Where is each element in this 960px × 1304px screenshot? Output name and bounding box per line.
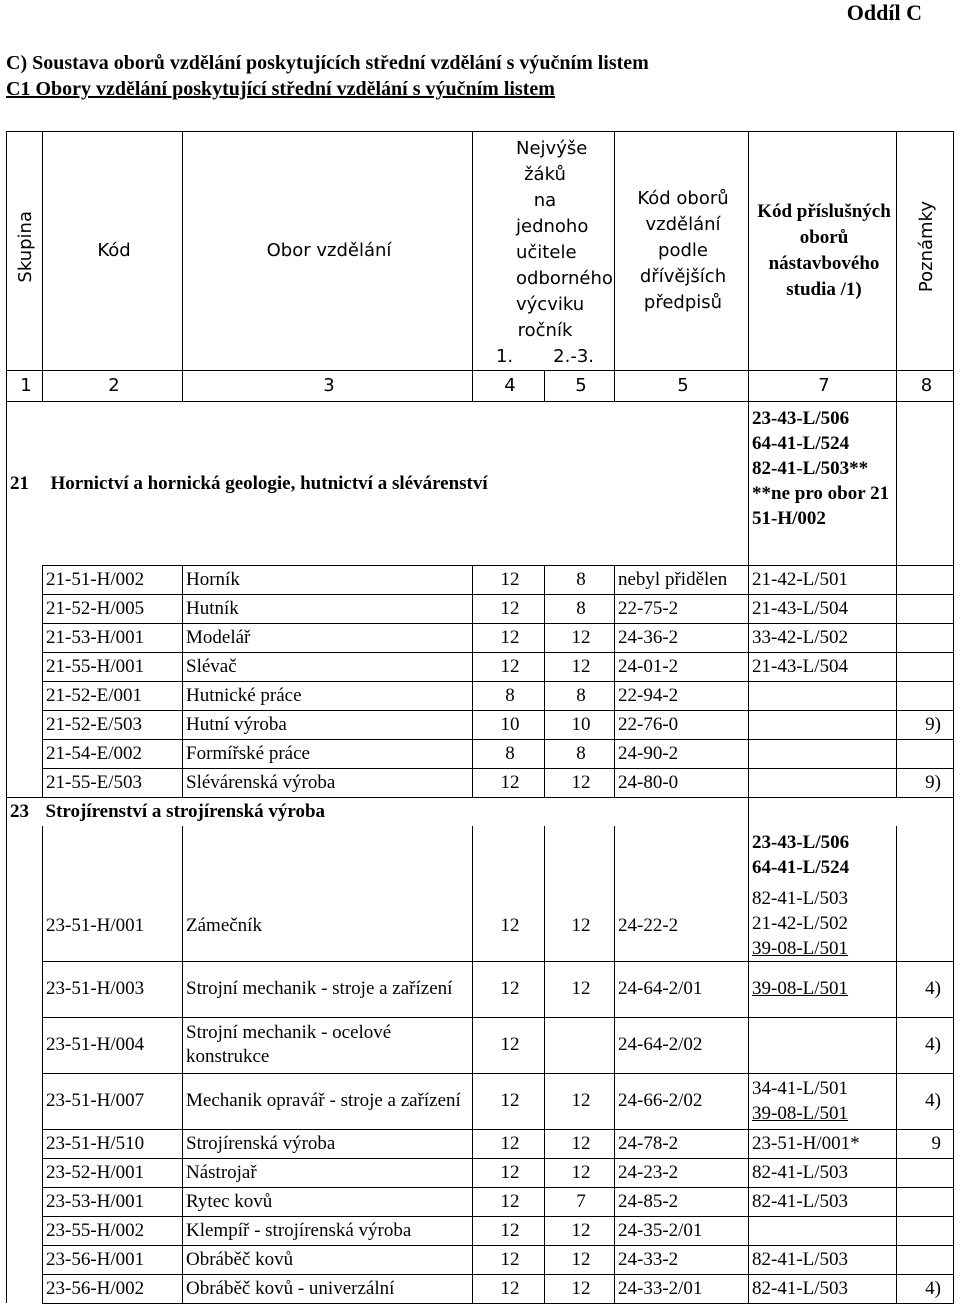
skupina-cell	[7, 1274, 43, 1303]
poznamky-cell	[897, 595, 954, 624]
rocnik23-cell: 12	[545, 961, 615, 1017]
table-row	[7, 769, 954, 798]
old-code-cell: 24-64-2/01	[615, 961, 749, 1017]
table-row	[7, 1073, 954, 1129]
poznamky-cell	[897, 1187, 954, 1216]
header-nejvyse: Nejvýše žáků na jednoho učitele odborného výcviku ročník 1. 2.-3.	[473, 132, 615, 371]
nastavbove-code: 23-43-L/506	[752, 408, 850, 429]
header-row	[7, 132, 954, 371]
kod-cell: 21-52-E/503	[43, 711, 183, 740]
nastavbove-code: 64-41-L/524	[752, 856, 850, 878]
rocnik1-cell: 12	[473, 595, 545, 624]
rocnik23-cell: 12	[545, 1216, 615, 1245]
poznamky-cell	[897, 826, 954, 962]
header-skupina: Skupina	[7, 132, 43, 371]
nastavbove-cell: 82-41-L/503	[749, 1245, 897, 1274]
group-title: Hornictví a hornická geologie, hutnictví a slévárenství	[50, 472, 488, 494]
rocnik1-cell: 12	[473, 1245, 545, 1274]
poznamky-cell: 4)	[897, 1017, 954, 1073]
section-label: Oddíl C	[846, 0, 922, 25]
table-row	[7, 682, 954, 711]
old-code-cell: 22-76-0	[615, 711, 749, 740]
rocnik1-cell: 12	[473, 1017, 545, 1073]
nastavbove-cell	[749, 711, 897, 740]
kod-cell: 23-56-H/002	[43, 1274, 183, 1303]
kod-cell: 23-53-H/001	[43, 1187, 183, 1216]
nastavbove-cell: 33-42-L/502	[749, 624, 897, 653]
nastavbove-cell	[749, 682, 897, 711]
kod-cell: 21-55-H/001	[43, 653, 183, 682]
rocnik23-cell: 12	[545, 769, 615, 798]
old-code-cell: 24-01-2	[615, 653, 749, 682]
table-row	[7, 961, 954, 1017]
old-code-cell: 24-22-2	[615, 826, 749, 962]
poznamky-cell: 4)	[897, 961, 954, 1017]
table-row	[7, 1187, 954, 1216]
nastavbove-cell	[749, 1216, 897, 1245]
rocnik1-cell: 12	[473, 1274, 545, 1303]
rocnik23-cell: 12	[545, 1274, 615, 1303]
obor-cell: Nástrojař	[183, 1158, 473, 1187]
nastavbove-code: 39-08-L/501	[752, 1103, 849, 1124]
rocnik1-cell: 12	[473, 1216, 545, 1245]
table-row	[7, 1245, 954, 1274]
rocnik1-cell: 12	[473, 566, 545, 595]
kod-cell: 21-55-E/503	[43, 769, 183, 798]
skupina-cell	[7, 566, 43, 595]
old-code-cell: 22-94-2	[615, 682, 749, 711]
column-number: 4	[473, 371, 545, 402]
group-row-23	[7, 798, 954, 826]
skupina-cell	[7, 1017, 43, 1073]
obor-cell: Mechanik opravář - stroje a zařízení	[183, 1073, 473, 1129]
obor-cell: Strojní mechanik - ocelové konstrukce	[183, 1017, 473, 1073]
rocnik23-cell: 7	[545, 1187, 615, 1216]
rocnik1-cell: 12	[473, 1158, 545, 1187]
skupina-cell	[7, 1129, 43, 1158]
rocnik1-cell: 12	[473, 769, 545, 798]
kod-cell: 23-51-H/004	[43, 1017, 183, 1073]
nastavbove-cell: 21-43-L/504	[749, 653, 897, 682]
obor-cell: Hutník	[183, 595, 473, 624]
rocnik1-cell: 12	[473, 624, 545, 653]
poznamky-cell: 9)	[897, 711, 954, 740]
obor-cell: Klempíř - strojírenská výroba	[183, 1216, 473, 1245]
poznamky-cell	[897, 1216, 954, 1245]
nastavbove-code: **ne pro obor 21	[752, 483, 890, 504]
nastavbove-cell: 21-43-L/504	[749, 595, 897, 624]
table-row	[7, 711, 954, 740]
rocnik1-cell: 12	[473, 1073, 545, 1129]
old-code-cell: 24-35-2/01	[615, 1216, 749, 1245]
nastavbove-cell: 23-51-H/001*	[749, 1129, 897, 1158]
rocnik23-cell: 12	[545, 1129, 615, 1158]
rocnik23-cell: 8	[545, 682, 615, 711]
skupina-cell	[7, 1073, 43, 1129]
kod-cell: 21-52-H/005	[43, 595, 183, 624]
nastavbove-cell	[749, 740, 897, 769]
group-nastavbove-codes	[749, 402, 897, 566]
nastavbove-code: 82-41-L/503**	[752, 458, 869, 479]
rocnik1-cell: 12	[473, 1129, 545, 1158]
column-number: 5	[615, 371, 749, 402]
kod-cell: 23-51-H/001	[43, 826, 183, 962]
column-number: 8	[897, 371, 954, 402]
group-number: 23	[7, 798, 43, 826]
nastavbove-cell: 82-41-L/503	[749, 1274, 897, 1303]
column-number: 3	[183, 371, 473, 402]
group-row-21	[7, 402, 954, 566]
column-number: 1	[7, 371, 43, 402]
nastavbove-cell: 82-41-L/503	[749, 1158, 897, 1187]
rocnik23-cell: 12	[545, 1158, 615, 1187]
table-row	[7, 566, 954, 595]
header-kod-nastavbove: Kód příslušných oborů nástavbového studia /1)	[749, 132, 897, 371]
kod-cell: 23-56-H/001	[43, 1245, 183, 1274]
nastavbove-code: 23-43-L/506	[752, 831, 850, 853]
nastavbove-code: 51-H/002	[752, 508, 826, 529]
table-row	[7, 595, 954, 624]
nastavbove-code: 39-08-L/501	[752, 978, 849, 999]
rocnik1-cell: 12	[473, 653, 545, 682]
header-kod-podle: Kód oborů vzdělání podle dřívějších předpisů	[615, 132, 749, 371]
old-code-cell: 24-85-2	[615, 1187, 749, 1216]
skupina-cell	[7, 1187, 43, 1216]
skupina-cell	[7, 740, 43, 769]
nastavbove-code: 34-41-L/501	[752, 1078, 849, 1099]
header-rocnik-2-3: 2.-3.	[553, 346, 594, 367]
rocnik23-cell: 12	[545, 1073, 615, 1129]
rocnik23-cell: 12	[545, 653, 615, 682]
skupina-cell	[7, 624, 43, 653]
rocnik1-cell: 8	[473, 682, 545, 711]
rocnik1-cell: 10	[473, 711, 545, 740]
nastavbove-cell: 82-41-L/503	[749, 1187, 897, 1216]
kod-cell: 21-52-E/001	[43, 682, 183, 711]
table-row	[7, 740, 954, 769]
nastavbove-cell	[749, 961, 897, 1017]
kod-cell: 21-53-H/001	[43, 624, 183, 653]
obor-cell: Strojírenská výroba	[183, 1129, 473, 1158]
rocnik23-cell: 10	[545, 711, 615, 740]
table-row	[7, 1274, 954, 1303]
document-subheading: C1 Obory vzdělání poskytující střední vzdělání s výučním listem	[6, 78, 555, 100]
skupina-cell	[7, 1158, 43, 1187]
nastavbove-cell	[749, 769, 897, 798]
column-number-row	[7, 371, 954, 402]
skupina-cell	[7, 653, 43, 682]
nastavbove-cell	[749, 1073, 897, 1129]
skupina-cell	[7, 826, 43, 962]
table-row	[7, 624, 954, 653]
obor-cell: Slévárenská výroba	[183, 769, 473, 798]
header-rocnik-1: 1.	[495, 346, 514, 367]
obor-cell: Hutní výroba	[183, 711, 473, 740]
group-title: Strojírenství a strojírenská výroba	[43, 798, 749, 826]
old-code-cell: 24-66-2/02	[615, 1073, 749, 1129]
obor-cell: Strojní mechanik - stroje a zařízení	[183, 961, 473, 1017]
kod-cell: 23-55-H/002	[43, 1216, 183, 1245]
poznamky-cell	[897, 798, 954, 826]
kod-cell: 21-54-E/002	[43, 740, 183, 769]
rocnik23-cell: 8	[545, 566, 615, 595]
poznamky-cell	[897, 566, 954, 595]
obor-cell: Zámečník	[183, 826, 473, 962]
header-obor: Obor vzdělání	[183, 132, 473, 371]
table-row	[7, 826, 954, 962]
nastavbove-cell	[749, 826, 897, 962]
rocnik23-cell: 12	[545, 1245, 615, 1274]
poznamky-cell: 9)	[897, 769, 954, 798]
rocnik23-cell: 12	[545, 624, 615, 653]
skupina-cell	[7, 769, 43, 798]
table-row	[7, 1158, 954, 1187]
obory-table	[6, 131, 954, 1304]
nastavbove-code: 82-41-L/503	[752, 887, 849, 909]
old-code-cell: nebyl přidělen	[615, 566, 749, 595]
skupina-cell	[7, 1216, 43, 1245]
rocnik23-cell	[545, 1017, 615, 1073]
obor-cell: Rytec kovů	[183, 1187, 473, 1216]
rocnik23-cell: 8	[545, 595, 615, 624]
obor-cell: Formířské práce	[183, 740, 473, 769]
old-code-cell: 22-75-2	[615, 595, 749, 624]
obor-cell: Horník	[183, 566, 473, 595]
kod-cell: 23-52-H/001	[43, 1158, 183, 1187]
kod-cell: 23-51-H/510	[43, 1129, 183, 1158]
rocnik23-cell: 12	[545, 826, 615, 962]
header-kod: Kód	[43, 132, 183, 371]
poznamky-cell	[897, 624, 954, 653]
kod-cell: 21-51-H/002	[43, 566, 183, 595]
column-number: 5	[545, 371, 615, 402]
obor-cell: Slévač	[183, 653, 473, 682]
rocnik23-cell: 8	[545, 740, 615, 769]
skupina-cell	[7, 682, 43, 711]
poznamky-cell: 4)	[897, 1274, 954, 1303]
old-code-cell: 24-90-2	[615, 740, 749, 769]
skupina-cell	[7, 711, 43, 740]
column-number: 2	[43, 371, 183, 402]
poznamky-cell	[897, 682, 954, 711]
poznamky-cell	[897, 1245, 954, 1274]
rocnik1-cell: 12	[473, 826, 545, 962]
old-code-cell: 24-33-2/01	[615, 1274, 749, 1303]
rocnik1-cell: 12	[473, 961, 545, 1017]
table-row	[7, 653, 954, 682]
rocnik1-cell: 12	[473, 1187, 545, 1216]
column-number: 7	[749, 371, 897, 402]
table-row	[7, 1216, 954, 1245]
old-code-cell: 24-64-2/02	[615, 1017, 749, 1073]
nastavbove-cell: 21-42-L/501	[749, 566, 897, 595]
nastavbove-code: 64-41-L/524	[752, 433, 850, 454]
group-poznamky	[897, 402, 954, 566]
poznamky-cell: 4)	[897, 1073, 954, 1129]
nastavbove-code: 39-08-L/501	[752, 937, 849, 959]
old-code-cell: 24-23-2	[615, 1158, 749, 1187]
poznamky-cell: 9	[897, 1129, 954, 1158]
rocnik1-cell: 8	[473, 740, 545, 769]
obor-cell: Hutnické práce	[183, 682, 473, 711]
table-row	[7, 1017, 954, 1073]
nastavbove-cell	[749, 798, 897, 826]
group-number: 21	[7, 402, 43, 566]
table-row	[7, 1129, 954, 1158]
kod-cell: 23-51-H/003	[43, 961, 183, 1017]
old-code-cell: 24-80-0	[615, 769, 749, 798]
skupina-cell	[7, 1245, 43, 1274]
header-poznamky: Poznámky	[897, 132, 954, 371]
nastavbove-code: 21-42-L/502	[752, 912, 849, 934]
skupina-cell	[7, 595, 43, 624]
nastavbove-cell	[749, 1017, 897, 1073]
poznamky-cell	[897, 740, 954, 769]
poznamky-cell	[897, 1158, 954, 1187]
skupina-cell	[7, 961, 43, 1017]
obor-cell: Obráběč kovů	[183, 1245, 473, 1274]
obor-cell: Modelář	[183, 624, 473, 653]
old-code-cell: 24-33-2	[615, 1245, 749, 1274]
document-heading: C) Soustava oborů vzdělání poskytujících střední vzdělání s výučním listem	[6, 52, 649, 74]
old-code-cell: 24-78-2	[615, 1129, 749, 1158]
poznamky-cell	[897, 653, 954, 682]
kod-cell: 23-51-H/007	[43, 1073, 183, 1129]
obor-cell: Obráběč kovů - univerzální	[183, 1274, 473, 1303]
old-code-cell: 24-36-2	[615, 624, 749, 653]
